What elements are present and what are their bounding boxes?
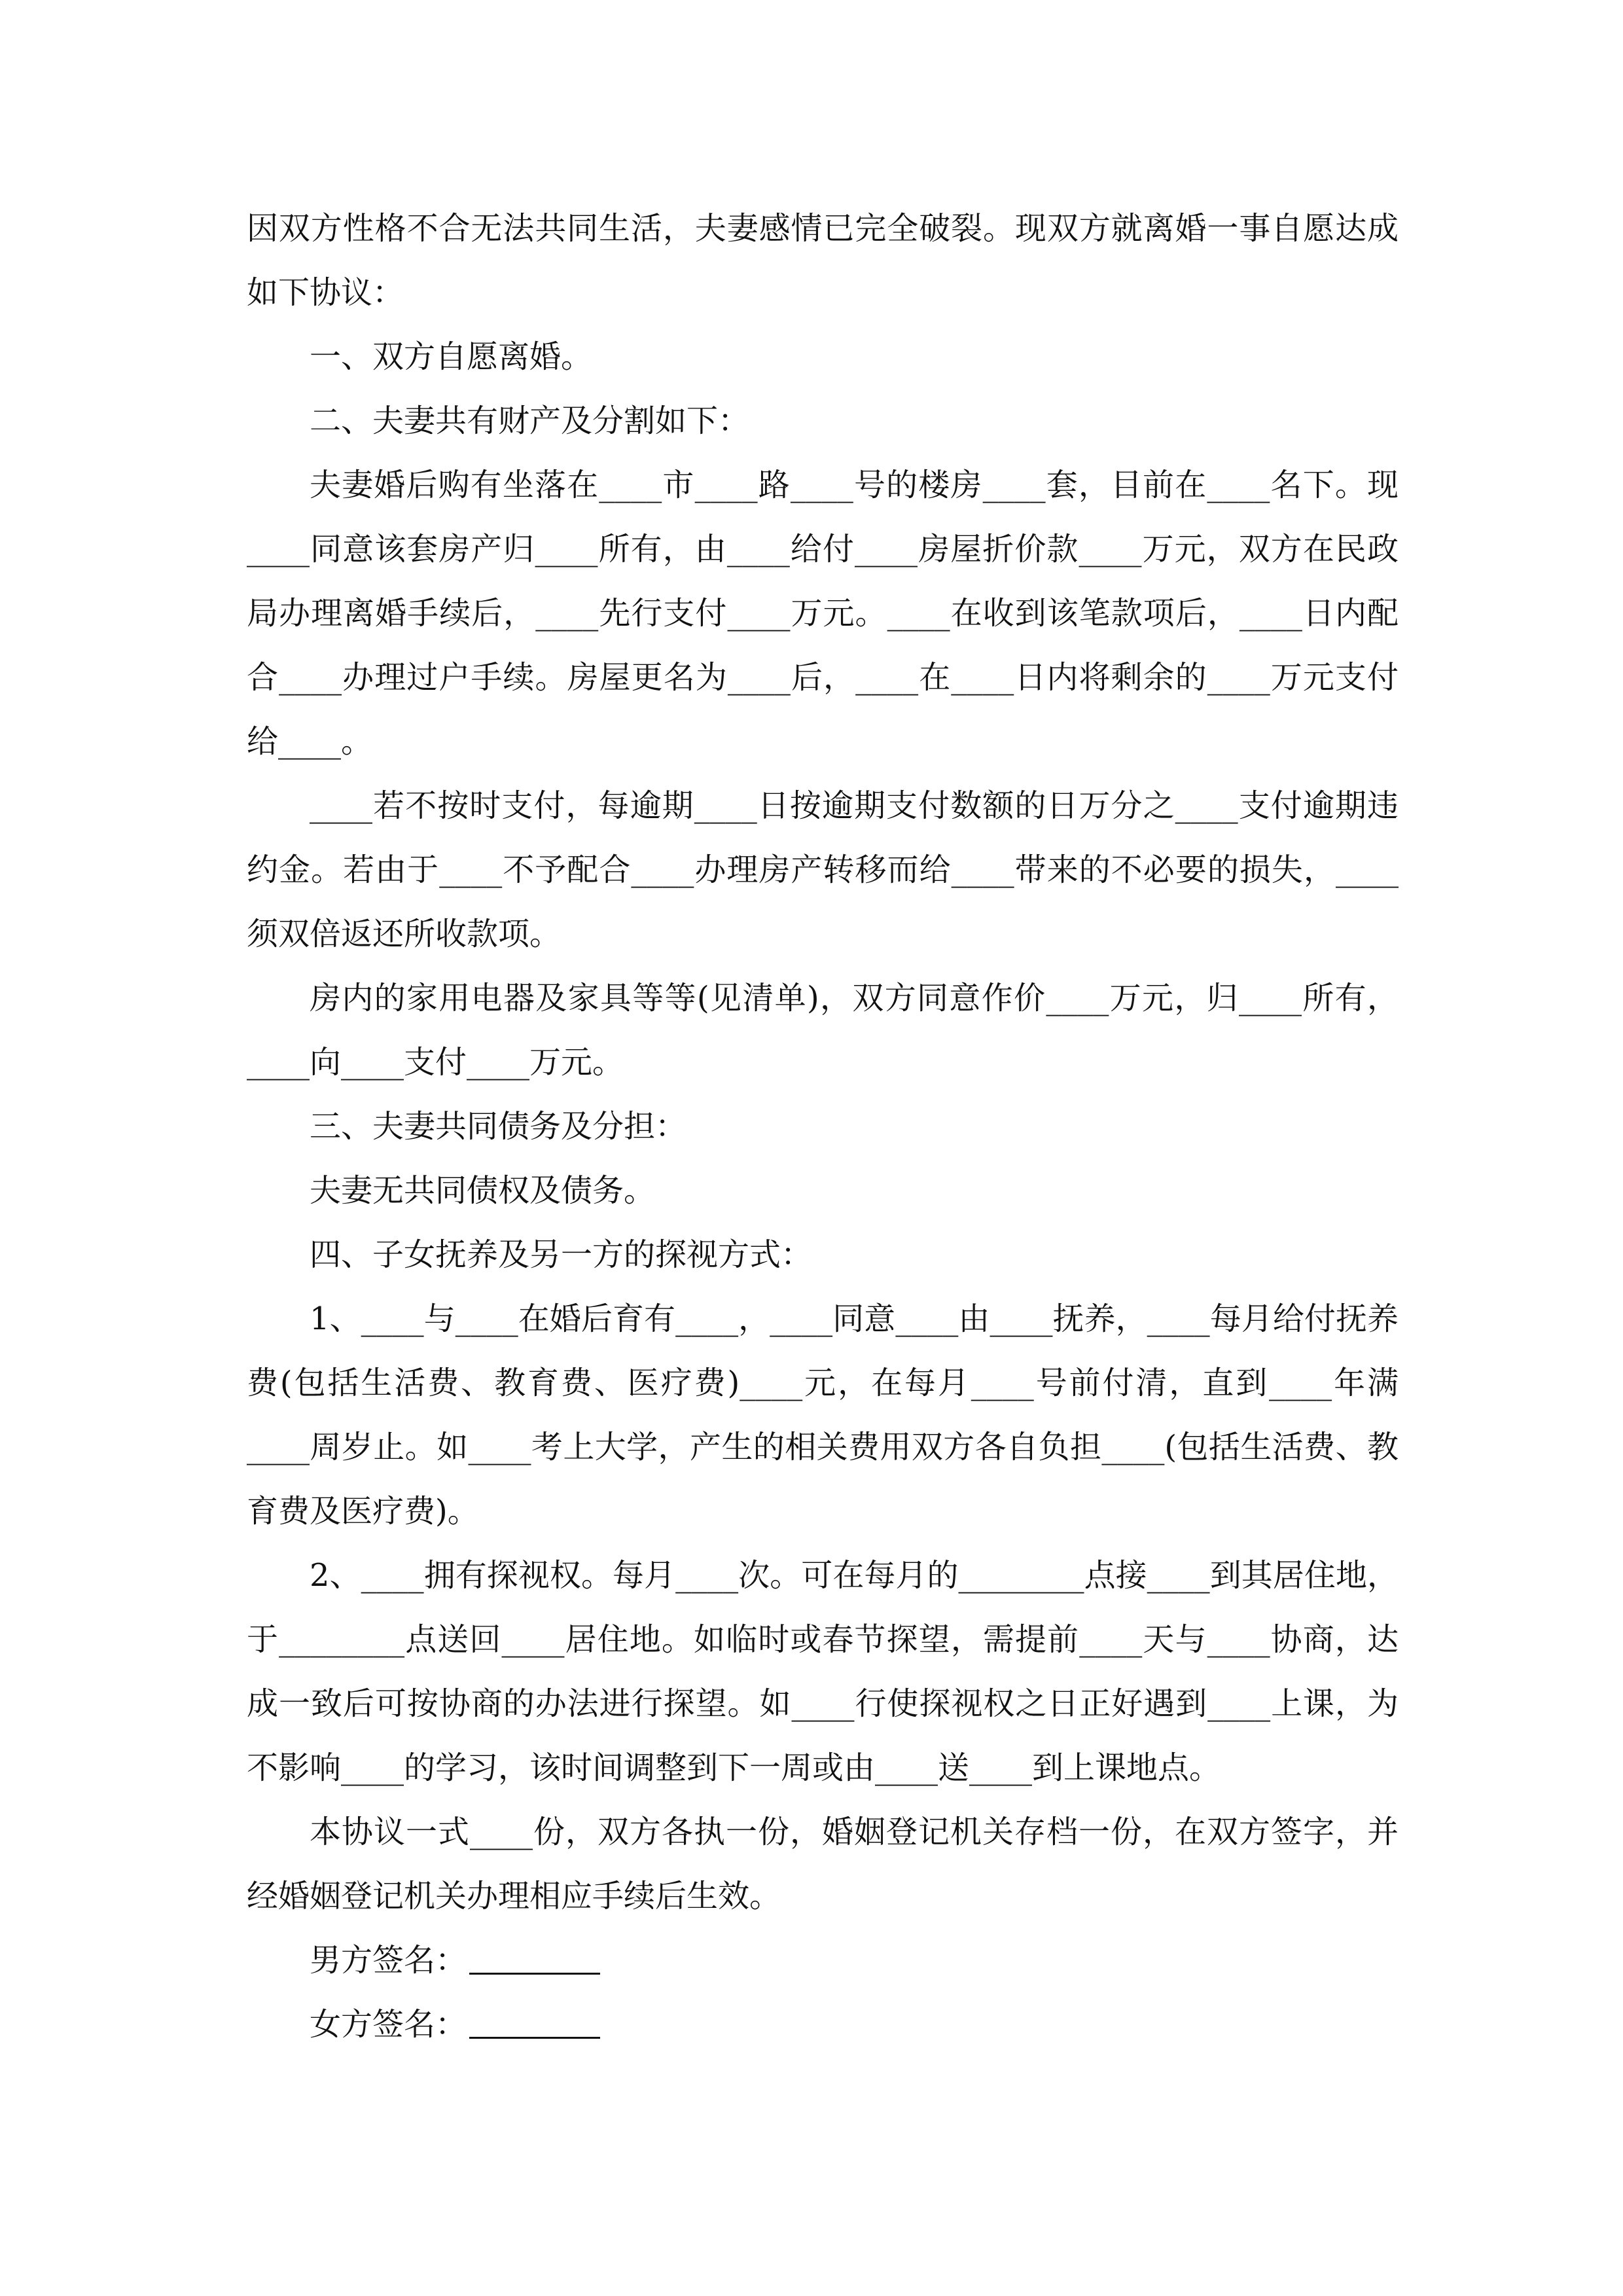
male-signature-field[interactable] — [469, 1941, 600, 1975]
female-signature-line — [247, 1992, 1399, 2056]
custody-paragraph: 1、____与____在婚后育有____，____同意____由____抚养，____每月给付抚养费(包括生活费、教育费、医疗费)____元，在每月____号前付清，直到____年满____周岁止。如____考上大学，产生的相关费用双方各自负担____(包括生活费、教育费及医疗费)。 — [247, 1300, 1399, 1530]
document-body — [247, 196, 1399, 2056]
penalty-paragraph: ____若不按时支付，每逾期____日按逾期支付数额的日万分之____支付逾期违约金。若由于____不予配合____办理房产转移而给____带来的不必要的损失，____须双倍返还所收款项。 — [247, 787, 1399, 952]
copies-paragraph: 本协议一式____份，双方各执一份，婚姻登记机关存档一份，在双方签字，并经婚姻登记机关办理相应手续后生效。 — [247, 1814, 1399, 1914]
clause-1-heading: 一、双方自愿离婚。 — [310, 338, 593, 375]
male-signature-label: 男方签名： — [310, 1942, 467, 1979]
female-signature-label: 女方签名： — [310, 2006, 467, 2043]
property-paragraph: 夫妻婚后购有坐落在____市____路____号的楼房____套，目前在____名下。现____同意该套房产归____所有，由____给付____房屋折价款____万元，双方在民政局办理离婚手续后，____先行支付____万元。____在收到该笔款项后，____日内配合____办理过户手续。房屋更名为____后，____在____日内将剩余的____万元支付给____。 — [247, 467, 1399, 760]
furniture-paragraph: 房内的家用电器及家具等等(见清单)，双方同意作价____万元，归____所有，____向____支付____万元。 — [247, 980, 1399, 1081]
debt-paragraph: 夫妻无共同债权及债务。 — [310, 1172, 656, 1209]
clause-3-heading: 三、夫妻共同债务及分担： — [310, 1108, 687, 1145]
clause-4-heading: 四、子女抚养及另一方的探视方式： — [310, 1236, 813, 1273]
intro-paragraph: 因双方性格不合无法共同生活，夫妻感情已完全破裂。现双方就离婚一事自愿达成如下协议： — [247, 210, 1399, 311]
visitation-paragraph: 2、____拥有探视权。每月____次。可在每月的________点接____到其居住地，于________点送回____居住地。如临时或春节探望，需提前____天与____协商，达成一致后可按协商的办法进行探望。如____行使探视权之日正好遇到____上课，为不影响____的学习，该时间调整到下一周或由____送____到上课地点。 — [247, 1557, 1399, 1786]
clause-2-heading: 二、夫妻共有财产及分割如下： — [310, 403, 750, 439]
male-signature-line — [247, 1928, 1399, 1992]
female-signature-field[interactable] — [469, 2005, 600, 2039]
